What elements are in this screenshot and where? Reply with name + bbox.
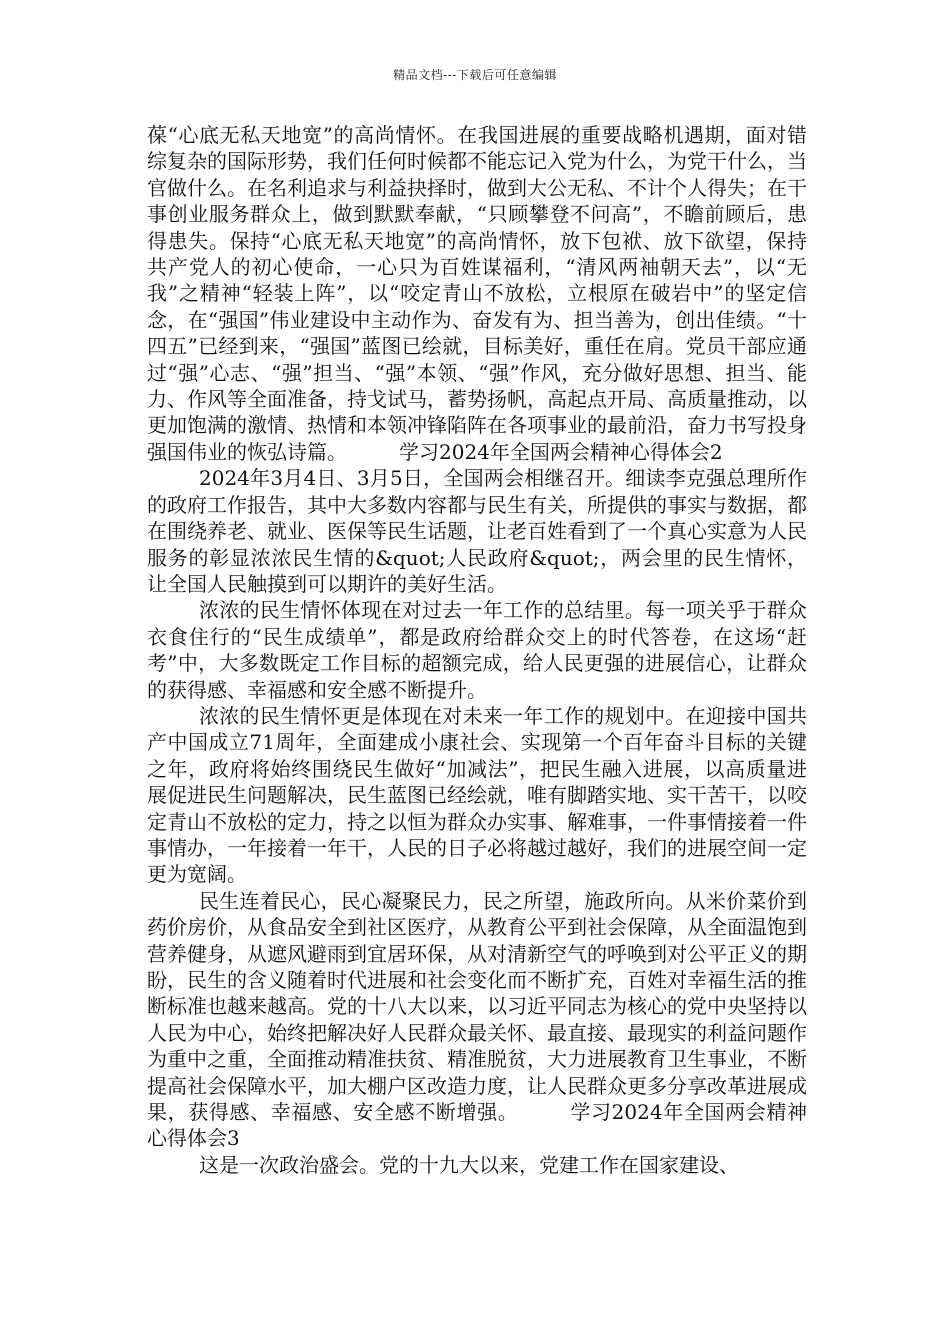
paragraph <box>147 122 807 465</box>
section-title: 学习2024年全国两会精神心得体会2 <box>399 439 723 464</box>
paragraph: 2024年3月4日、3月5日，全国两会相继召开。细读李克强总理所作的政府工作报告，其中大多数内容都与民生有关，所提供的事实与数据，都在围绕养老、就业、医保等民生话题，让老百姓看到了一个真心实意为人民服务的彰显浓浓民生情的&quot;人民政府&quot;，两会里的民生情怀，让全国人民触摸到可以期许的美好生活。 <box>147 466 807 596</box>
paragraph-text: 民生连着民心，民心凝聚民力，民之所望，施政所向。从米价菜价到药价房价，从食品安全到社区医疗，从教育公平到社会保障，从全面温饱到营养健身，从遮风避雨到宜居环保，从对清新空气的呼唤到对公平正义的期盼，民生的含义随着时代进展和社会变化而不断扩充，百姓对幸福生活的推断标准也越来越高。党的十八大以来，以习近平同志为核心的党中央坚持以人民为中心，始终把解决好人民群众最关怀、最直接、最现实的利益问题作为重中之重，全面推动精准扶贫、精准脱贫，大力进展教育卫生事业，不断提高社会保障水平，加大棚户区改造力度，让人民群众更多分享改革进展成果，获得感、幸福感、安全感不断增强。 <box>147 888 807 1125</box>
page-header: 精品文档---下载后可任意编辑 <box>393 68 557 82</box>
paragraph: 浓浓的民生情怀体现在对过去一年工作的总结里。每一项关乎于群众衣食住行的“民生成绩单”，都是政府给群众交上的时代答卷，在这场“赶考”中，大多数既定工作目标的超额完成，给人民更强的进展信心，让群众的获得感、幸福感和安全感不断提升。 <box>147 598 807 702</box>
paragraph <box>147 888 807 1152</box>
paragraph: 浓浓的民生情怀更是体现在对未来一年工作的规划中。在迎接中国共产中国成立71周年，全面建成小康社会、实现第一个百年奋斗目标的关键之年，政府将始终围绕民生做好“加减法”，把民生融入进展，以高质量进展促进民生问题解决，民生蓝图已经绘就，唯有脚踏实地、实干苦干，以咬定青山不放松的定力，持之以恒为群众办实事、解难事，一件事情接着一件事情办，一年接着一年干，人民的日子必将越过越好，我们的进展空间一定更为宽阔。 <box>147 703 807 887</box>
document-body <box>147 122 807 1178</box>
paragraph-text: 葆“心底无私天地宽”的高尚情怀。在我国进展的重要战略机遇期，面对错综复杂的国际形势，我们任何时候都不能忘记入党为什么，为党干什么，当官做什么。在名利追求与利益抉择时，做到大公无私、不计个人得失；在干事创业服务群众上，做到默默奉献，“只顾攀登不问高”，不瞻前顾后，患得患失。保持“心底无私天地宽”的高尚情怀，放下包袱、放下欲望，保持共产党人的初心使命，一心只为百姓谋福利，“清风两袖朝天去”，以“无我”之精神“轻装上阵”，以“咬定青山不放松，立根原在破岩中”的坚定信念，在“强国”伟业建设中主动作为、奋发有为、担当善为，创出佳绩。“十四五”已经到来，“强国”蓝图已绘就，目标美好，重任在肩。党员干部应通过“强”心志、“强”担当、“强”本领、“强”作风，充分做好思想、担当、能力、作风等全面准备，持戈试马，蓄势扬帆，高起点开局、高质量推动，以更加饱满的激情、热情和本领冲锋陷阵在各项事业的最前沿，奋力书写投身强国伟业的恢弘诗篇。 <box>147 123 807 464</box>
paragraph: 这是一次政治盛会。党的十九大以来，党建工作在国家建设、 <box>199 1152 739 1177</box>
section-title: 学习2024年全国两会精神心得体会3 <box>147 1100 808 1151</box>
